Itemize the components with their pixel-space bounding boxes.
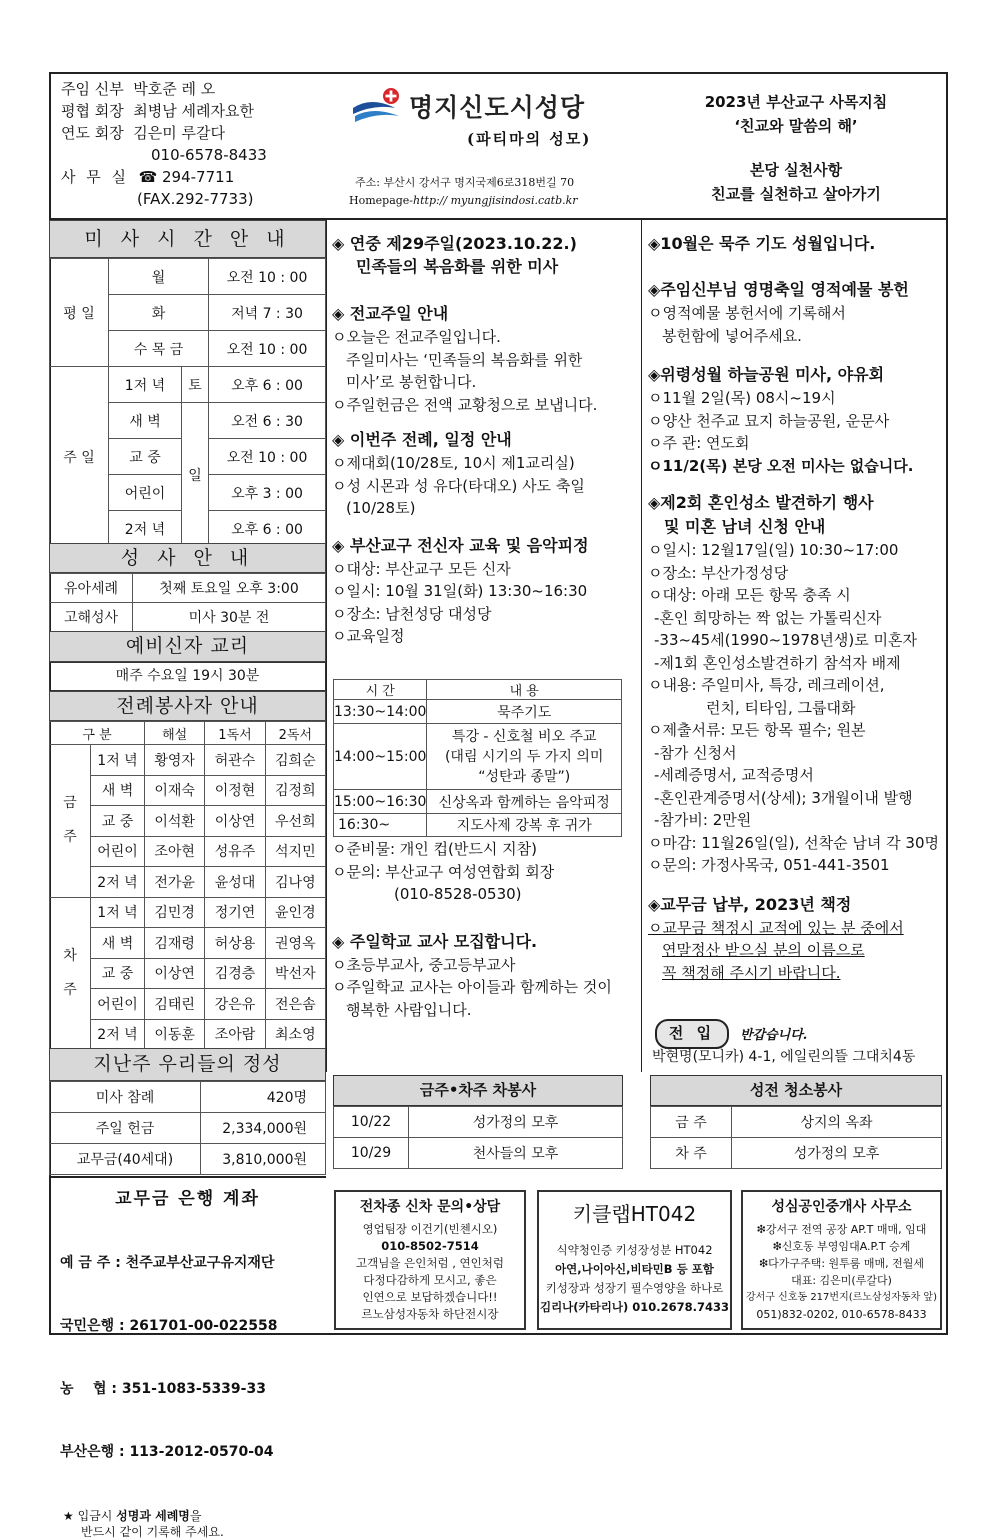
schedule-time: 15:00~16:30 bbox=[334, 790, 427, 814]
server-name: 김경층 bbox=[205, 958, 265, 989]
address: 주소: 부산시 강서구 명지국제6로318번길 70 bbox=[355, 176, 575, 189]
car-service-title: 금주•차주 차봉사 bbox=[333, 1075, 623, 1106]
column-divider bbox=[641, 218, 642, 1072]
car-service-group: 성가정의 모후 bbox=[409, 1107, 623, 1138]
staff-row bbox=[61, 100, 267, 122]
r5-title: ◈교무금 납부, 2023년 책정 bbox=[648, 894, 852, 914]
mass-time: 오전 10 : 00 bbox=[209, 439, 326, 475]
r4-line: ㅇ장소: 부산가정성당 bbox=[648, 563, 789, 582]
server-name: 윤인경 bbox=[265, 897, 325, 928]
weekday-label: 평 일 bbox=[50, 259, 109, 367]
servers-header: 구 분 bbox=[50, 722, 145, 745]
r4-line: ㅇ일시: 12월17일(일) 10:30~17:00 bbox=[648, 541, 899, 559]
server-mass: 2저 녁 bbox=[91, 867, 145, 898]
staff-row bbox=[61, 122, 267, 144]
s5-line: ㅇ주일학교 교사는 아이들과 함께하는 것이 bbox=[332, 978, 612, 996]
r3-line: ㅇ11월 2일(목) 08시~19시 bbox=[648, 389, 836, 407]
servers-header: 1독서 bbox=[205, 722, 265, 745]
parish-goal: 친교를 실천하고 살아가기 bbox=[711, 185, 881, 203]
schedule-content: 특강 - 신호철 비오 주교 (대림 시기의 두 가지 의미 “성탄과 종말”) bbox=[427, 724, 622, 790]
right-column bbox=[648, 232, 944, 984]
cleaning-title: 성전 청소봉사 bbox=[650, 1075, 942, 1106]
s4-after-line: (010-8528-0530) bbox=[394, 885, 522, 903]
r1-title: ◈10월은 묵주 기도 성월입니다. bbox=[648, 234, 876, 253]
homepage-label: Homepage- bbox=[349, 194, 414, 207]
server-name: 전가윤 bbox=[145, 867, 205, 898]
s3-line: ㅇ성 시몬과 성 유다(타대오) 사도 축일 bbox=[332, 476, 585, 495]
staff-name: 김은미 루갈다 bbox=[133, 124, 225, 142]
ad-line: 인연으로 보답하겠습니다!! bbox=[362, 1290, 498, 1304]
mass-time: 오전 10 : 00 bbox=[209, 331, 326, 367]
r5-line: ㅇ교무금 책정시 교적에 있는 분 중에서 bbox=[648, 918, 904, 937]
r4-title: ◈제2회 혼인성소 발견하기 행사 bbox=[648, 493, 874, 512]
server-mass: 교 중 bbox=[91, 806, 145, 837]
server-mass: 어린이 bbox=[91, 989, 145, 1020]
mass-day: 화 bbox=[109, 295, 209, 331]
server-mass: 1저 녁 bbox=[91, 745, 145, 776]
server-name: 조아현 bbox=[145, 836, 205, 867]
sunday-day-label: 일 bbox=[182, 403, 209, 547]
servers-header: 2독서 bbox=[265, 722, 325, 745]
staff-name: 010-6578-8433 bbox=[151, 146, 267, 164]
mass-time: 오전 6 : 30 bbox=[209, 403, 326, 439]
ad-line: 강서구 신호동 217번지(르노삼성자동차 앞) bbox=[746, 1292, 937, 1303]
ad-line: 아연,나이아신,비타민B 등 포함 bbox=[555, 1262, 714, 1276]
r4-line: -혼인 희망하는 짝 없는 가톨릭신자 bbox=[654, 608, 882, 627]
pastoral-block bbox=[661, 90, 931, 206]
ad-line: 대표: 김은미(루갈다) bbox=[791, 1274, 892, 1287]
sacrament-name: 유아세례 bbox=[50, 574, 133, 603]
r4-line: ㅇ내용: 주일미사, 특강, 레크레이션, bbox=[648, 676, 885, 694]
s4-line: ㅇ장소: 남천성당 대성당 bbox=[332, 604, 492, 623]
mass-day: 월 bbox=[109, 259, 209, 295]
server-name: 김민경 bbox=[145, 897, 205, 928]
mass-name: 새 벽 bbox=[109, 403, 182, 439]
staff-name: 최병남 세례자요한 bbox=[133, 102, 254, 120]
sacrament-title: 성 사 안 내 bbox=[49, 543, 326, 573]
offering-value: 3,810,000원 bbox=[201, 1144, 326, 1175]
r4-line: -제1회 혼인성소발견하기 참석자 배제 bbox=[654, 653, 901, 672]
mass-name: 교 중 bbox=[109, 439, 182, 475]
ad-line: 김리나(카타리나) 010.2678.7433 bbox=[539, 1300, 730, 1314]
s1-title: ◈ 연중 제29주일(2023.10.22.) bbox=[332, 234, 577, 253]
ad-line: 키성장과 성장기 필수영양을 하나로 bbox=[545, 1281, 724, 1295]
r4-title-2: 및 미혼 남녀 신청 안내 bbox=[664, 517, 826, 536]
server-name: 우선희 bbox=[265, 806, 325, 837]
r3-line: ㅇ양산 천주교 묘지 하늘공원, 운문사 bbox=[648, 411, 890, 430]
car-service-table bbox=[333, 1106, 623, 1169]
cleaning-week: 차 주 bbox=[651, 1138, 732, 1169]
pastoral-theme: ‘친교와 말씀의 해’ bbox=[734, 117, 858, 135]
bank-note bbox=[63, 1508, 326, 1524]
schedule-header: 내 용 bbox=[427, 680, 622, 700]
server-name: 강은유 bbox=[205, 989, 265, 1020]
r3-title: ◈위령성월 하늘공원 미사, 야유회 bbox=[648, 365, 885, 384]
bank-note-suffix: 을 bbox=[189, 1509, 202, 1523]
cleaning-week: 금 주 bbox=[651, 1107, 732, 1138]
staff-row bbox=[61, 188, 267, 210]
servers-table bbox=[49, 721, 326, 1050]
r2-line: 봉헌함에 넣어주세요. bbox=[662, 326, 802, 345]
servers-title: 전례봉사자 안내 bbox=[49, 691, 326, 721]
mass-time: 오후 6 : 00 bbox=[209, 367, 326, 403]
r4-line: ㅇ제출서류: 모든 항목 필수; 원본 bbox=[648, 721, 866, 739]
s4-after-line: ㅇ준비물: 개인 컵(반드시 지참) bbox=[332, 840, 537, 858]
mass-day: 수 목 금 bbox=[109, 331, 209, 367]
s4-line: ㅇ일시: 10월 31일(화) 13:30~16:30 bbox=[332, 582, 588, 600]
church-subtitle: (파티마의 성모) bbox=[467, 130, 592, 148]
server-mass: 어린이 bbox=[91, 836, 145, 867]
ad-supplement-title: 키클랩HT042 bbox=[572, 1202, 697, 1226]
header bbox=[49, 72, 948, 220]
r5-line: 꼭 책정해 주시기 바랍니다. bbox=[662, 963, 841, 982]
server-name: 허관수 bbox=[205, 745, 265, 776]
ad-line: 영업팀장 이건기(빈첸시오) bbox=[362, 1222, 498, 1236]
ad-supplement bbox=[537, 1190, 732, 1330]
s4-line: ㅇ대상: 부산교구 모든 신자 bbox=[332, 559, 511, 578]
bank-account: 예 금 주 : 천주교부산교구유지재단 bbox=[60, 1255, 275, 1271]
s3-title: ◈ 이번주 전례, 일정 안내 bbox=[332, 430, 512, 449]
schedule-time: 16:30~ bbox=[334, 814, 427, 837]
staff-role: 평협 회장 bbox=[61, 102, 124, 120]
bank-title: 교무금 은행 계좌 bbox=[115, 1189, 260, 1209]
s2-line: 미사’로 봉헌합니다. bbox=[346, 373, 477, 391]
cleaning-group: 상지의 옥좌 bbox=[732, 1107, 942, 1138]
server-name: 허상용 bbox=[205, 928, 265, 959]
car-service-group: 천사들의 모후 bbox=[409, 1138, 623, 1169]
r4-line: ㅇ마감: 11월26일(일), 선착순 남녀 각 30명 bbox=[648, 833, 939, 852]
mass-name: 어린이 bbox=[109, 475, 182, 511]
cleaning-table bbox=[650, 1106, 942, 1169]
server-mass: 2저 녁 bbox=[91, 1019, 145, 1050]
staff-row bbox=[61, 166, 267, 188]
next-week-label: 차 주 bbox=[50, 897, 91, 1050]
server-mass: 새 벽 bbox=[91, 928, 145, 959]
r3-line: ㅇ주 관: 연도회 bbox=[648, 434, 750, 452]
pastoral-year: 2023년 부산교구 사목지침 bbox=[704, 93, 888, 111]
server-name: 이상연 bbox=[145, 958, 205, 989]
church-emblem-icon bbox=[351, 86, 403, 126]
server-name: 전은솜 bbox=[265, 989, 325, 1020]
s2-title: ◈ 전교주일 안내 bbox=[332, 304, 449, 323]
offering-name: 미사 참례 bbox=[50, 1082, 201, 1113]
r4-line: -33~45세(1990~1978년생)로 미혼자 bbox=[654, 631, 917, 649]
server-mass: 1저 녁 bbox=[91, 897, 145, 928]
s4-after-line: ㅇ문의: 부산교구 여성연합회 회장 bbox=[332, 862, 555, 881]
server-name: 김재령 bbox=[145, 928, 205, 959]
s4-title: ◈ 부산교구 전신자 교육 및 음악피정 bbox=[332, 535, 589, 555]
server-name: 윤성대 bbox=[205, 867, 265, 898]
bank-account: 부산은행 : 113-2012-0570-04 bbox=[60, 1444, 274, 1460]
server-mass: 교 중 bbox=[91, 958, 145, 989]
welcome-names: 박현명(모니카) 4-1, 에일린의뜰 그대치4동 bbox=[652, 1049, 916, 1065]
staff-list bbox=[61, 78, 267, 210]
mass-name: 2저 녁 bbox=[109, 511, 182, 547]
mass-time: 오전 10 : 00 bbox=[209, 259, 326, 295]
homepage bbox=[349, 194, 578, 207]
mass-times-title: 미 사 시 간 안 내 bbox=[49, 220, 326, 258]
ad-line: 010-8502-7514 bbox=[381, 1239, 479, 1253]
ad-line: ❇다가구주택: 원투룸 매매, 전월세 bbox=[758, 1257, 925, 1270]
s5-line: 행복한 사람입니다. bbox=[346, 1000, 472, 1019]
staff-role: 사 무 실 bbox=[61, 168, 130, 186]
server-mass: 새 벽 bbox=[91, 775, 145, 806]
staff-name: ☎ 294-7711 bbox=[138, 168, 235, 186]
sacrament-table bbox=[49, 573, 326, 632]
cleaning-group: 성가정의 모후 bbox=[732, 1138, 942, 1169]
r5-line: 연말정산 받으실 분의 이름으로 bbox=[662, 941, 865, 959]
r4-line: 런치, 티타임, 그룹대화 bbox=[706, 698, 856, 717]
schedule-time: 14:00~15:00 bbox=[334, 724, 427, 790]
staff-role: 주임 신부 bbox=[61, 80, 124, 98]
welcome-text: 반갑습니다. bbox=[740, 1028, 808, 1043]
church-name: 명지신도시성당 bbox=[409, 93, 586, 122]
r3-bold-line: ㅇ11/2(목) 본당 오전 미사는 없습니다. bbox=[648, 456, 914, 475]
sacrament-value: 미사 30분 전 bbox=[133, 603, 326, 632]
sunday-label: 주 일 bbox=[50, 367, 109, 547]
server-name: 김나영 bbox=[265, 867, 325, 898]
s2-line: ㅇ오늘은 전교주일입니다. bbox=[332, 328, 501, 346]
ad-line: ❇강서구 전역 공장 AP.T 매매, 임대 bbox=[756, 1223, 927, 1236]
schedule-content: 지도사제 강복 후 귀가 bbox=[427, 814, 622, 837]
server-name: 이정현 bbox=[205, 775, 265, 806]
offering-name: 교무금(40세대) bbox=[50, 1144, 201, 1175]
s3-line: (10/28토) bbox=[346, 499, 416, 517]
server-name: 조아람 bbox=[205, 1019, 265, 1050]
r4-line: -참가 신청서 bbox=[654, 743, 737, 762]
r4-line: ㅇ문의: 가정사목국, 051-441-3501 bbox=[648, 856, 890, 874]
ad-line: ❇신호동 부영임대A.P.T 승계 bbox=[772, 1240, 911, 1253]
server-name: 이재숙 bbox=[145, 775, 205, 806]
bank-account: 국민은행 : 261701-00-022558 bbox=[60, 1318, 278, 1334]
s2-line: ㅇ주일헌금은 전액 교황청으로 보냅니다. bbox=[332, 395, 598, 414]
church-logo bbox=[351, 86, 403, 130]
s3-line: ㅇ제대회(10/28토, 10시 제1교리실) bbox=[332, 454, 575, 472]
r4-line: -혼인관계증명서(상세); 3개월이내 발행 bbox=[654, 788, 913, 807]
server-name: 황영자 bbox=[145, 745, 205, 776]
staff-row bbox=[61, 144, 267, 166]
mass-name: 1저 녁 bbox=[109, 367, 182, 403]
r2-title: ◈주임신부님 영명축일 영적예물 봉헌 bbox=[648, 280, 909, 299]
bank-note-bold: 성명과 세례명 bbox=[116, 1509, 190, 1523]
server-name: 정기연 bbox=[205, 897, 265, 928]
server-name: 권영옥 bbox=[265, 928, 325, 959]
servers-header: 해설 bbox=[145, 722, 205, 745]
offering-table bbox=[49, 1081, 326, 1175]
server-name: 박선자 bbox=[265, 958, 325, 989]
mass-time: 저녁 7 : 30 bbox=[209, 295, 326, 331]
bank-note: 반드시 같이 기록해 주세요. bbox=[81, 1525, 224, 1539]
sacrament-value: 첫째 토요일 오후 3:00 bbox=[133, 574, 326, 603]
homepage-link[interactable]: http:// myungjisindosi.catb.kr bbox=[413, 194, 578, 207]
mass-time: 오후 3 : 00 bbox=[209, 475, 326, 511]
education-schedule-table bbox=[333, 679, 622, 837]
server-name: 김태린 bbox=[145, 989, 205, 1020]
s2-line: 주일미사는 ‘민족들의 복음화를 위한 bbox=[346, 350, 583, 369]
parish-goal-title: 본당 실천사항 bbox=[749, 161, 843, 179]
s5-title: ◈ 주일학교 교사 모집합니다. bbox=[332, 931, 538, 951]
staff-row bbox=[61, 78, 267, 100]
car-service-date: 10/22 bbox=[334, 1107, 409, 1138]
ad-real-estate-title: 성심공인중개사 사무소 bbox=[771, 1199, 912, 1215]
schedule-time: 13:30~14:00 bbox=[334, 700, 427, 724]
bank-note-prefix: ★ 입금시 bbox=[63, 1509, 117, 1523]
bank-account: 농 협 : 351-1083-5339-33 bbox=[60, 1381, 266, 1397]
r4-line: ㅇ대상: 아래 모든 항목 충족 시 bbox=[648, 586, 851, 604]
server-name: 이동훈 bbox=[145, 1019, 205, 1050]
middle-column-lower bbox=[332, 838, 637, 1021]
r4-line: -세례증명서, 교적증명서 bbox=[654, 766, 814, 784]
server-name: 석지민 bbox=[265, 836, 325, 867]
middle-column bbox=[332, 232, 637, 648]
staff-role: 연도 회장 bbox=[61, 124, 124, 142]
car-service-date: 10/29 bbox=[334, 1138, 409, 1169]
s4-line: ㅇ교육일정 bbox=[332, 627, 405, 645]
ad-line: 051)832-0202, 010-6578-8433 bbox=[756, 1308, 927, 1321]
s5-line: ㅇ초등부교사, 중고등부교사 bbox=[332, 955, 516, 974]
bank-section bbox=[49, 1176, 326, 1539]
mass-time: 오후 6 : 00 bbox=[209, 511, 326, 547]
column-divider bbox=[326, 218, 327, 1072]
catechumen-value: 매주 수요일 19시 30분 bbox=[49, 662, 326, 691]
ad-car-dealer bbox=[334, 1190, 526, 1330]
server-name: 최소영 bbox=[265, 1019, 325, 1050]
offering-value: 2,334,000원 bbox=[201, 1113, 326, 1144]
schedule-content: 묵주기도 bbox=[427, 700, 622, 724]
schedule-header: 시 간 bbox=[334, 680, 427, 700]
this-week-label: 금 주 bbox=[50, 745, 91, 898]
ad-line: 르노삼성자동차 하단전시장 bbox=[361, 1307, 499, 1321]
ad-line: 다정다감하게 모시고, 좋은 bbox=[363, 1273, 497, 1287]
server-name: 김희순 bbox=[265, 745, 325, 776]
ad-line: 고객님을 은인처럼 , 연인처럼 bbox=[356, 1256, 504, 1270]
s1-subtitle: 민족들의 복음화를 위한 미사 bbox=[356, 257, 559, 276]
schedule-content: 신상옥과 함께하는 음악피정 bbox=[427, 790, 622, 814]
saturday-label: 토 bbox=[182, 367, 209, 403]
welcome-badge: 전 입 bbox=[655, 1019, 729, 1049]
r2-line: ㅇ영적예물 봉헌서에 기록해서 bbox=[648, 304, 846, 322]
r4-line: -참가비: 2만원 bbox=[654, 811, 752, 829]
server-name: 이석환 bbox=[145, 806, 205, 837]
offering-name: 주일 헌금 bbox=[50, 1113, 201, 1144]
staff-name: (FAX.292-7733) bbox=[137, 190, 254, 208]
server-name: 김정희 bbox=[265, 775, 325, 806]
sacrament-name: 고해성사 bbox=[50, 603, 133, 632]
catechumen-title: 예비신자 교리 bbox=[49, 631, 326, 662]
ad-real-estate bbox=[741, 1190, 942, 1330]
ad-car-dealer-title: 전차종 신차 문의•상담 bbox=[359, 1199, 501, 1215]
offering-title: 지난주 우리들의 정성 bbox=[49, 1048, 326, 1081]
server-name: 이상연 bbox=[205, 806, 265, 837]
ad-line: 식약청인증 키성장성분 HT042 bbox=[556, 1243, 713, 1257]
offering-value: 420명 bbox=[201, 1082, 326, 1113]
server-name: 성유주 bbox=[205, 836, 265, 867]
mass-times-table bbox=[49, 258, 326, 547]
staff-name: 박호준 레 오 bbox=[133, 80, 216, 98]
